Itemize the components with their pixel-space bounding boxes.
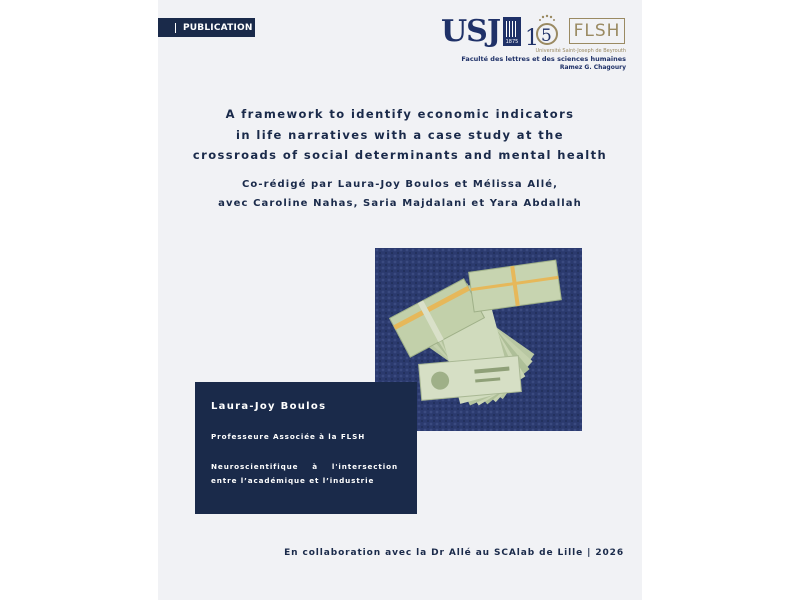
usj-year: 1875	[505, 39, 519, 45]
authors-block	[168, 175, 632, 213]
authors-line: Co-rédigé par Laura-Joy Boulos et Mélissa Allé,	[241, 179, 559, 190]
publication-page	[158, 0, 642, 600]
author-name: Laura-Joy Boulos	[211, 401, 327, 412]
faculty-name: Faculté des lettres et des sciences humaines	[461, 55, 626, 63]
dean-name: Ramez G. Chagoury	[559, 64, 626, 71]
building-columns	[506, 21, 518, 37]
collaboration-footer: En collaboration avec la Dr Allé au SCAlab de Lille | 2026	[284, 548, 624, 558]
author-description-line: entre l’académique et l’industrie	[211, 476, 375, 485]
title-line: A framework to identify economic indicators	[225, 107, 575, 121]
badge-divider	[175, 23, 176, 33]
author-card	[195, 382, 417, 514]
publication-title	[168, 104, 632, 166]
usj-building-icon	[503, 17, 521, 46]
university-name: Université Saint-Joseph de Beyrouth	[535, 48, 626, 54]
author-description	[211, 460, 398, 488]
usj-flsh-logo	[441, 12, 626, 74]
badge-label: PUBLICATION	[183, 22, 253, 33]
svg-text:1: 1	[525, 26, 539, 50]
svg-text:5: 5	[541, 26, 552, 46]
title-line: crossroads of social determinants and mental health	[192, 148, 608, 162]
usj-wordmark: USJ	[441, 14, 501, 49]
title-line: in life narratives with a case study at the	[236, 127, 564, 142]
authors-line: avec Caroline Nahas, Saria Majdalani et Yara Abdallah	[218, 198, 582, 209]
author-role: Professeure Associée à la FLSH	[211, 432, 366, 441]
publication-badge	[158, 18, 255, 37]
anniversary-150-icon	[524, 12, 564, 50]
author-description-line: Neuroscientifique à l'intersection	[211, 462, 398, 471]
flsh-logo: FLSH	[569, 18, 625, 44]
